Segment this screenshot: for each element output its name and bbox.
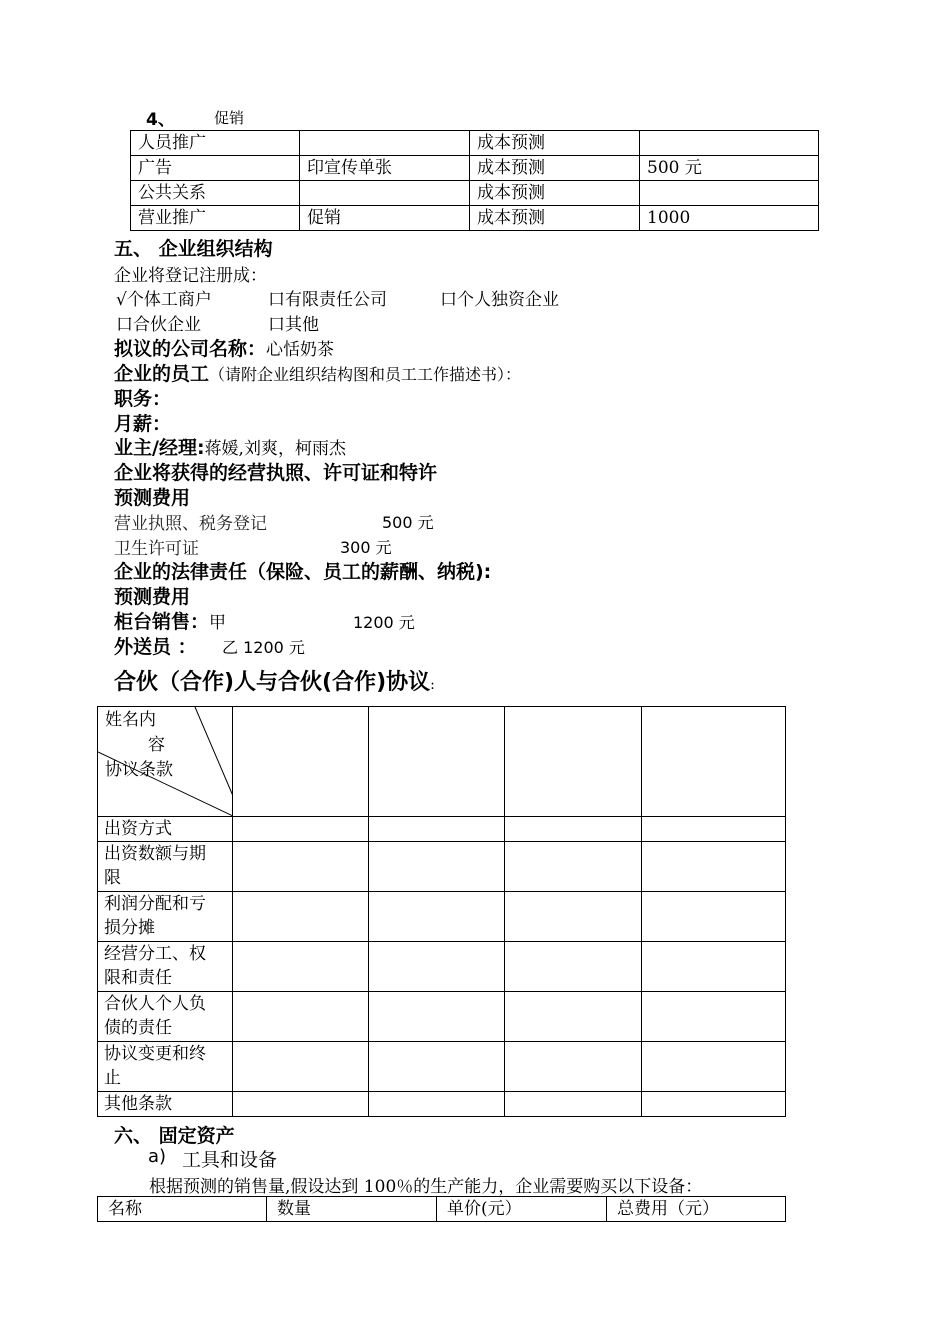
row-label: 其他条款 — [98, 1092, 233, 1117]
column-header: 单价(元） — [437, 1197, 607, 1222]
table-cell — [369, 942, 505, 992]
table-cell — [233, 1092, 369, 1117]
table-cell — [505, 1042, 642, 1092]
table-cell — [642, 992, 786, 1042]
table-cell — [642, 1042, 786, 1092]
table-cell — [233, 817, 369, 842]
option-llc: 口有限责任公司 — [268, 290, 387, 310]
table-cell: 成本预测 — [470, 181, 640, 206]
table-cell — [640, 181, 819, 206]
table-cell — [642, 892, 786, 942]
row-label: 出资数额与期 限 — [98, 842, 233, 892]
position-label: 职务： — [114, 388, 172, 410]
table-cell: 成本预测 — [470, 206, 640, 231]
table-row — [98, 1092, 786, 1117]
row-label: 经营分工、权 限和责任 — [98, 942, 233, 992]
salary-label: 月薪： — [114, 413, 172, 435]
table-cell — [233, 942, 369, 992]
table-cell — [233, 892, 369, 942]
table-cell — [300, 181, 470, 206]
owner-label: 业主/经理: — [114, 437, 205, 459]
column-header: 总费用（元） — [607, 1197, 786, 1222]
table-row — [98, 942, 786, 992]
partnership-heading: 合伙（合作)人与合伙(合作)协议 — [114, 670, 431, 695]
equipment-table — [97, 1196, 786, 1222]
table-row — [131, 131, 819, 156]
option-other: 口其他 — [268, 315, 319, 335]
licenses-heading: 企业将获得的经营执照、许可证和特许 — [114, 462, 438, 484]
legal-heading: 企业的法律责任（保险、员工的薪酬、纳税): — [114, 561, 492, 583]
heading-colon: : — [430, 677, 435, 693]
counter-cost: 1200 元 — [353, 613, 415, 632]
table-cell: 公共关系 — [131, 181, 300, 206]
table-row — [98, 1042, 786, 1092]
table-cell — [300, 131, 470, 156]
table-cell — [369, 817, 505, 842]
option-partnership: 口合伙企业 — [116, 315, 201, 335]
table-cell — [505, 892, 642, 942]
table-cell: 印宣传单张 — [300, 156, 470, 181]
table-cell — [505, 817, 642, 842]
staff-label: 企业的员工 — [114, 363, 210, 385]
table-row — [98, 817, 786, 842]
counter-label: 柜台销售： — [114, 611, 210, 633]
counter-person: 甲 — [209, 613, 227, 633]
license-item-name: 卫生许可证 — [114, 539, 199, 559]
owner-names: 蒋媛,刘爽，柯雨杰 — [204, 439, 346, 459]
table-cell: 成本预测 — [470, 156, 640, 181]
staff-note: （请附企业组织结构图和员工工作描述书）： — [209, 365, 522, 384]
promotion-table — [130, 130, 819, 231]
register-intro: 企业将登记注册成： — [114, 266, 267, 286]
table-cell: 500 元 — [640, 156, 819, 181]
table-cell — [640, 131, 819, 156]
table-cell — [642, 817, 786, 842]
license-item-cost: 300 元 — [340, 538, 392, 557]
section-title: 促销 — [214, 109, 245, 127]
corner-label-top: 姓名内 — [105, 710, 156, 730]
delivery-label: 外送员 ： — [114, 636, 197, 658]
subsection-title: 工具和设备 — [182, 1149, 278, 1171]
table-row — [131, 156, 819, 181]
table-cell — [233, 1042, 369, 1092]
table-cell — [505, 707, 642, 817]
table-cell — [642, 942, 786, 992]
table-cell — [642, 1092, 786, 1117]
table-cell — [505, 992, 642, 1042]
license-item-cost: 500 元 — [382, 513, 434, 532]
cost-heading: 预测费用 — [114, 586, 191, 608]
corner-label-bottom: 协议条款 — [105, 760, 173, 780]
row-label: 合伙人个人负 债的责任 — [98, 992, 233, 1042]
row-label: 利润分配和亏 损分摊 — [98, 892, 233, 942]
table-cell: 营业推广 — [131, 206, 300, 231]
table-cell — [369, 707, 505, 817]
row-label: 出资方式 — [98, 817, 233, 842]
column-header: 名称 — [98, 1197, 267, 1222]
partnership-table — [97, 706, 786, 1117]
table-header-row — [98, 1197, 786, 1222]
option-sole-proprietor: 口个人独资企业 — [440, 290, 559, 310]
table-cell — [233, 707, 369, 817]
table-cell — [233, 842, 369, 892]
row-label: 协议变更和终 止 — [98, 1042, 233, 1092]
subsection-label: a) — [148, 1146, 167, 1167]
table-cell: 1000 — [640, 206, 819, 231]
company-name: 心恬奶茶 — [266, 340, 335, 360]
table-cell — [642, 842, 786, 892]
table-cell — [369, 1042, 505, 1092]
table-row — [98, 842, 786, 892]
company-name-label: 拟议的公司名称： — [114, 338, 267, 360]
table-cell — [505, 842, 642, 892]
table-row — [98, 892, 786, 942]
table-cell — [369, 892, 505, 942]
table-cell — [642, 707, 786, 817]
table-header-row — [98, 707, 786, 817]
table-cell — [505, 1092, 642, 1117]
license-item-name: 营业执照、税务登记 — [114, 514, 267, 534]
delivery-value: 乙 1200 元 — [222, 638, 305, 657]
table-cell: 人员推广 — [131, 131, 300, 156]
table-cell — [369, 842, 505, 892]
section-number: 4、 — [146, 110, 175, 130]
table-cell — [369, 992, 505, 1042]
column-header: 数量 — [267, 1197, 437, 1222]
table-cell — [505, 942, 642, 992]
cost-heading: 预测费用 — [114, 487, 191, 509]
equipment-intro: 根据预测的销售量,假设达到 100％的生产能力，企业需要购买以下设备： — [149, 1177, 703, 1197]
table-cell — [369, 1092, 505, 1117]
table-row — [131, 181, 819, 206]
table-cell: 促销 — [300, 206, 470, 231]
diagonal-header-cell — [98, 707, 233, 817]
table-cell: 广告 — [131, 156, 300, 181]
table-row — [98, 992, 786, 1042]
table-cell — [233, 992, 369, 1042]
section-heading: 六、 固定资产 — [114, 1125, 235, 1147]
table-row — [131, 206, 819, 231]
table-cell: 成本预测 — [470, 131, 640, 156]
section-heading: 五、 企业组织结构 — [114, 238, 273, 260]
corner-label-top: 容 — [148, 735, 165, 755]
option-individual: √个体工商户 — [116, 290, 212, 310]
